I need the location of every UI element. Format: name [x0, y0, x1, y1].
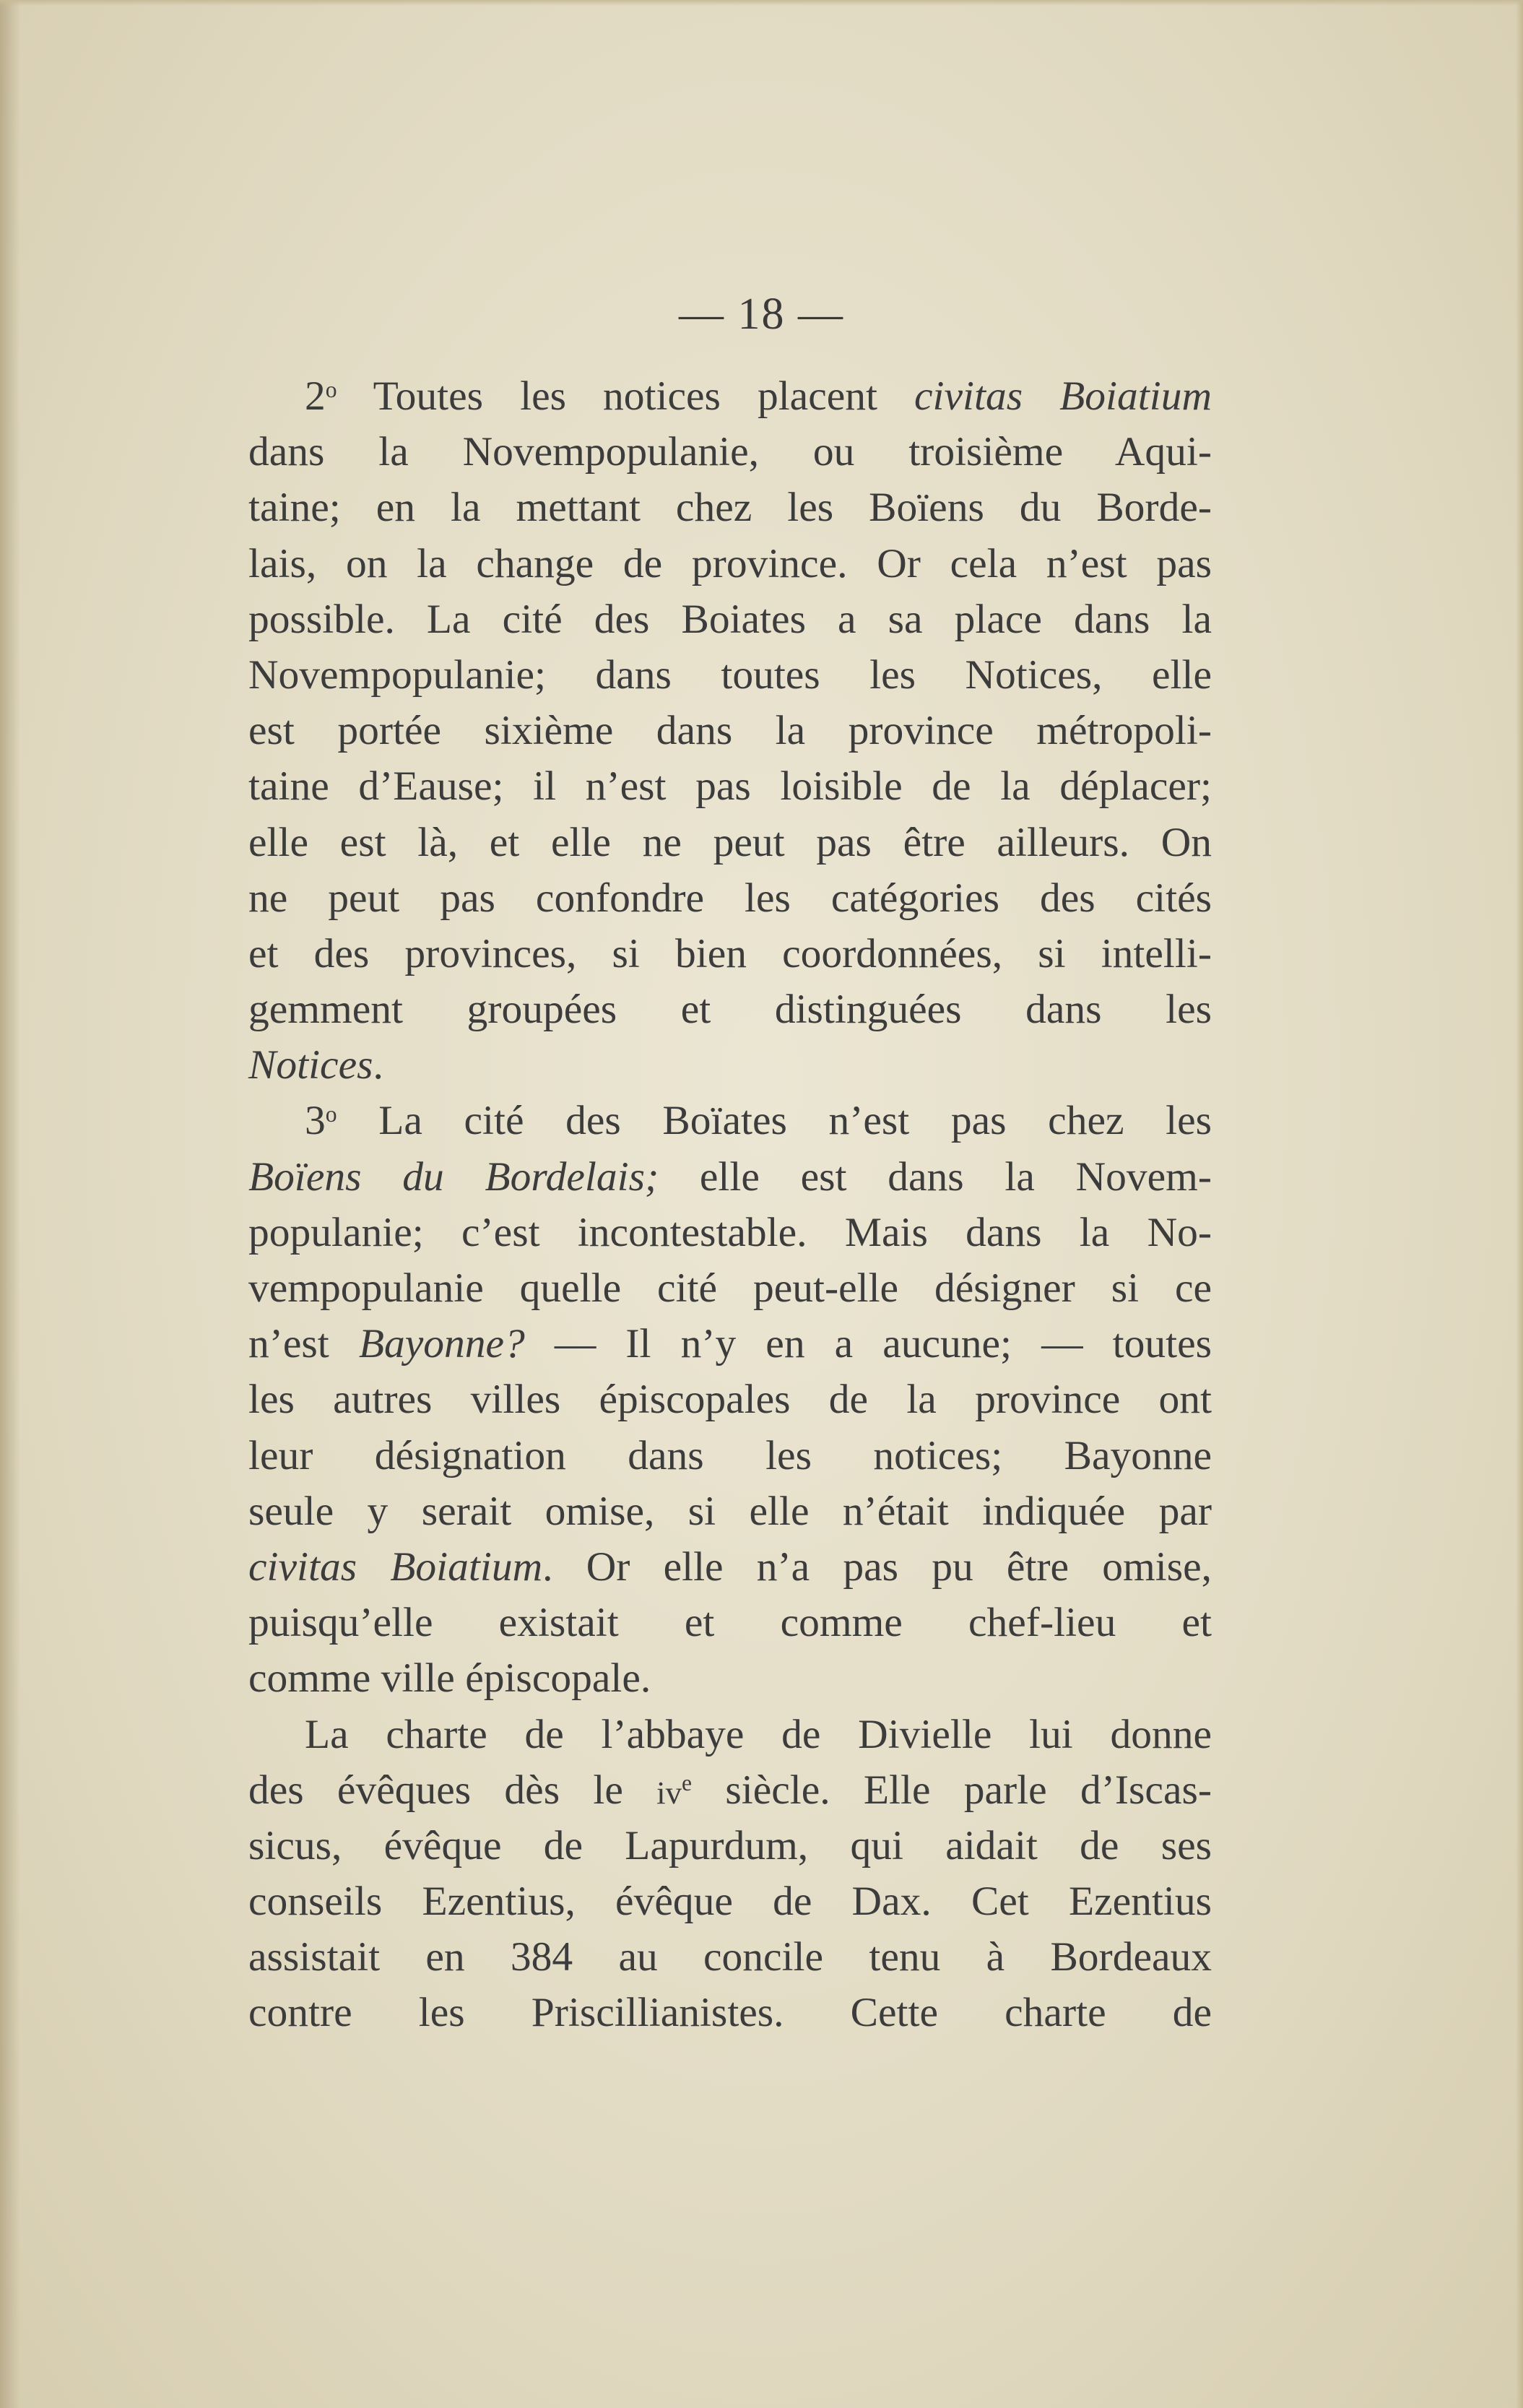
text-line: leur désignation dans les notices; Bayonne: [248, 1432, 1212, 1478]
text-line: comme ville épiscopale.: [248, 1655, 651, 1702]
text-line: Notices.: [248, 1042, 383, 1088]
text-line: lais, on la change de province. Or cela n’est pas: [248, 540, 1212, 586]
text-line: puisqu’elle existait et comme chef-lieu et: [248, 1600, 1212, 1646]
page-left-edge-shadow: [0, 0, 20, 2408]
body-text: [248, 368, 1212, 2041]
text-line: ne peut pas confondre les catégories des cités: [248, 875, 1212, 921]
text-line: conseils Ezentius, évêque de Dax. Cet Ezentius: [248, 1879, 1212, 1925]
text-line: les autres villes épiscopales de la province ont: [248, 1377, 1212, 1423]
text-line: et des provinces, si bien coordonnées, si intelli-: [248, 930, 1212, 976]
text-line: taine d’Eause; il n’est pas loisible de la déplacer;: [248, 763, 1212, 810]
page-top-edge-shadow: [0, 0, 1523, 6]
text-line: 3$^o$ La cité des Boïates n’est pas chez les: [305, 1098, 1212, 1144]
text-line: sicus, évêque de Lapurdum, qui aidait de ses: [248, 1822, 1212, 1868]
text-line: est portée sixième dans la province métropoli-: [248, 708, 1212, 754]
page-number: — 18 —: [679, 290, 844, 339]
text-line: des évêques dès le $iv^e$ siècle. Elle parle d’Iscas-: [248, 1767, 1212, 1813]
text-line: Novempopulanie; dans toutes les Notices, elle: [248, 651, 1212, 698]
page-right-edge-shadow: [1516, 0, 1523, 2408]
text-line: dans la Novempopulanie, ou troisième Aqui-: [248, 429, 1212, 475]
text-line: assistait en 384 au concile tenu à Bordeaux: [248, 1934, 1212, 1980]
text-line: Boïens du Bordelais; elle est dans la Novem-: [248, 1153, 1212, 1200]
text-line: 2$^o$ Toutes les notices placent civitas Boiatium: [305, 373, 1212, 419]
text-line: civitas Boiatium. Or elle n’a pas pu être omise,: [248, 1543, 1212, 1590]
text-line: taine; en la mettant chez les Boïens du Borde-: [248, 485, 1212, 531]
text-line: populanie; c’est incontestable. Mais dans la No-: [248, 1209, 1212, 1255]
text-line: vempopulanie quelle cité peut-elle désigner si ce: [248, 1265, 1212, 1311]
text-line: La charte de l’abbaye de Divielle lui donne: [305, 1711, 1212, 1757]
text-line: possible. La cité des Boiates a sa place dans la: [248, 596, 1212, 642]
text-line: gemment groupées et distinguées dans les: [248, 987, 1212, 1033]
text-line: seule y serait omise, si elle n’était indiquée par: [248, 1488, 1212, 1534]
text-line: contre les Priscillianistes. Cette charte de: [248, 1990, 1212, 2036]
text-line: elle est là, et elle ne peut pas être ailleurs. On: [248, 819, 1212, 865]
text-line: n’est Bayonne? — Il n’y en a aucune; — toutes: [248, 1321, 1212, 1367]
